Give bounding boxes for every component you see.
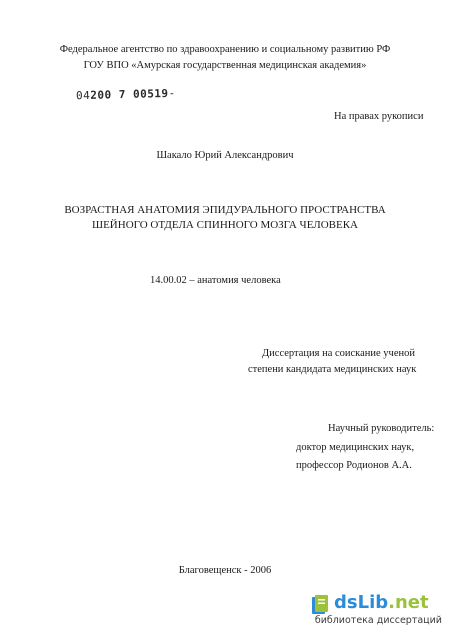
book-logo-icon bbox=[310, 594, 330, 616]
dissertation-line-2: степени кандидата медицинских наук bbox=[248, 364, 417, 375]
place-and-year: Благовещенск - 2006 bbox=[178, 565, 272, 576]
watermark-subtitle: библиотека диссертаций bbox=[314, 615, 442, 626]
stamp-code: 200 7 00519 bbox=[90, 86, 169, 102]
organization-line-1: Федеральное агентство по здравоохранению и социальному развитию РФ bbox=[59, 44, 391, 55]
supervisor-label: Научный руководитель: bbox=[328, 423, 435, 434]
dslib-watermark bbox=[310, 592, 442, 630]
stamp-prefix: 04 bbox=[75, 88, 91, 103]
supervisor-name: профессор Родионов А.А. bbox=[296, 460, 412, 471]
title-line-2: ШЕЙНОГО ОТДЕЛА СПИННОГО МОЗГА ЧЕЛОВЕКА bbox=[91, 219, 359, 231]
author-name: Шакало Юрий Александрович bbox=[156, 150, 294, 161]
organization-line-2: ГОУ ВПО «Амурская государственная медицинская академия» bbox=[83, 60, 367, 71]
rights-note: На правах рукописи bbox=[334, 111, 424, 122]
inventory-stamp bbox=[76, 87, 176, 103]
watermark-brand bbox=[334, 592, 429, 614]
title-line-1: ВОЗРАСТНАЯ АНАТОМИЯ ЭПИДУРАЛЬНОГО ПРОСТРАНСТВА bbox=[64, 204, 386, 216]
dissertation-line-1: Диссертация на соискание ученой bbox=[262, 348, 415, 359]
watermark-brand-part2: .net bbox=[388, 592, 429, 613]
watermark-brand-part1: dsLib bbox=[334, 592, 389, 613]
stamp-suffix: - bbox=[168, 86, 176, 100]
specialty-code: 14.00.02 – анатомия человека bbox=[150, 275, 281, 286]
supervisor-degree: доктор медицинских наук, bbox=[296, 442, 415, 453]
